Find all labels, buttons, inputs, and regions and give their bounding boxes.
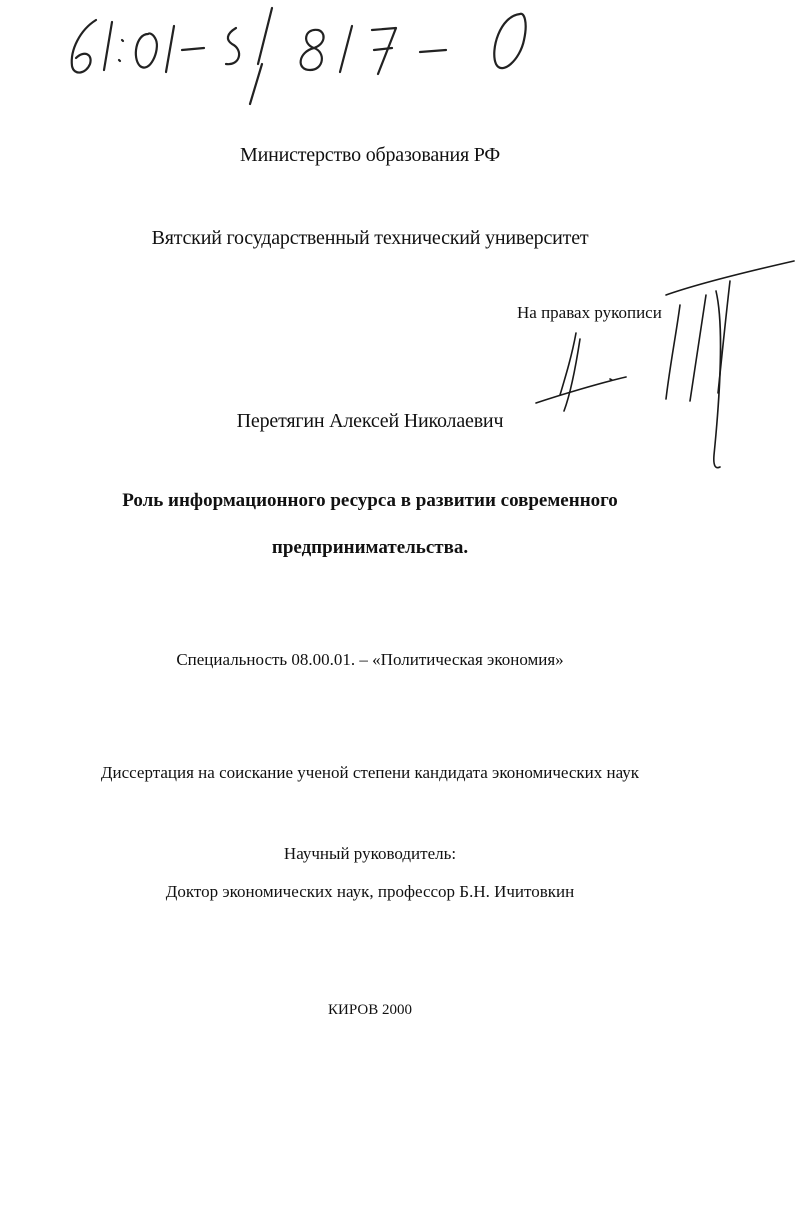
dissertation-degree-note: Диссертация на соискание ученой степени кандидата экономических наук: [100, 763, 640, 782]
speciality: Специальность 08.00.01. – «Политическая экономия»: [176, 650, 564, 669]
dissertation-title-line-2: предпринимательства.: [271, 537, 469, 558]
supervisor-name: Доктор экономических наук, профессор Б.Н. Ичитовкин: [165, 882, 575, 901]
dissertation-title-line-1: Роль информационного ресурса в развитии современного: [122, 490, 618, 511]
handwritten-signature: [530, 255, 796, 475]
ministry-name: Министерство образования РФ: [240, 144, 500, 166]
city-year: КИРОВ 2000: [328, 1002, 412, 1018]
university-name: Вятский государственный технический университет: [151, 227, 589, 249]
supervisor-label: Научный руководитель:: [283, 844, 457, 863]
handwritten-archive-code: [0, 0, 560, 110]
manuscript-rights-note: На правах рукописи: [517, 303, 662, 322]
author-name: Перетягин Алексей Николаевич: [236, 410, 504, 432]
